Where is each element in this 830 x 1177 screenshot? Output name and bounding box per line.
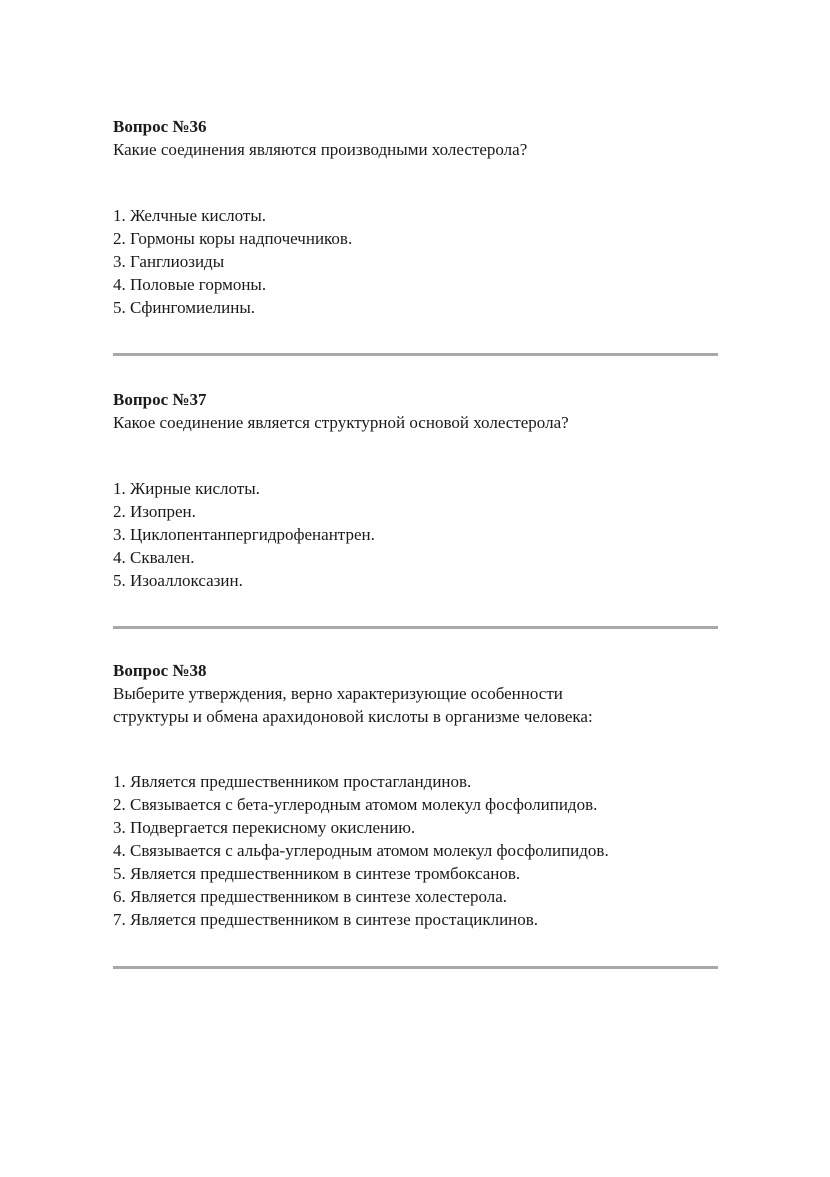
answer-option: 1. Является предшественником простагландинов. bbox=[113, 772, 472, 791]
divider bbox=[113, 353, 718, 356]
answer-option: 7. Является предшественником в синтезе простациклинов. bbox=[113, 910, 539, 929]
answer-option: 5. Сфингомиелины. bbox=[113, 298, 256, 317]
answer-option: 4. Связывается с альфа-углеродным атомом молекул фосфолипидов. bbox=[113, 841, 609, 860]
answer-option: 5. Является предшественником в синтезе тромбоксанов. bbox=[113, 864, 521, 883]
answer-option: 4. Половые гормоны. bbox=[113, 275, 267, 294]
question-text-line: структуры и обмена арахидоновой кислоты в организме человека: bbox=[113, 707, 593, 726]
answer-option: 6. Является предшественником в синтезе холестерола. bbox=[113, 887, 508, 906]
question-text: Какие соединения являются производными холестерола? bbox=[113, 140, 528, 159]
question-title: Вопрос №37 bbox=[113, 390, 207, 409]
answer-option: 4. Сквален. bbox=[113, 548, 195, 567]
answer-option: 1. Жирные кислоты. bbox=[113, 479, 260, 498]
answer-options bbox=[113, 204, 352, 319]
answer-option: 2. Гормоны коры надпочечников. bbox=[113, 229, 353, 248]
answer-option: 2. Связывается с бета-углеродным атомом молекул фосфолипидов. bbox=[113, 795, 598, 814]
question-title: Вопрос №38 bbox=[113, 661, 207, 680]
answer-option: 3. Подвергается перекисному окислению. bbox=[113, 818, 416, 837]
question-text: Какое соединение является структурной основой холестерола? bbox=[113, 413, 569, 432]
answer-options bbox=[113, 477, 375, 592]
divider bbox=[113, 966, 718, 969]
question-37 bbox=[113, 388, 723, 590]
answer-option: 2. Изопрен. bbox=[113, 502, 196, 521]
divider bbox=[113, 626, 718, 629]
answer-options bbox=[113, 770, 609, 931]
question-38 bbox=[113, 659, 723, 929]
answer-option: 5. Изоаллоксазин. bbox=[113, 571, 243, 590]
question-36 bbox=[113, 115, 723, 317]
answer-option: 3. Ганглиозиды bbox=[113, 252, 225, 271]
answer-option: 3. Циклопентанпергидрофенантрен. bbox=[113, 525, 375, 544]
question-title: Вопрос №36 bbox=[113, 117, 207, 136]
question-text-line: Выберите утверждения, верно характеризующие особенности bbox=[113, 684, 563, 703]
answer-option: 1. Желчные кислоты. bbox=[113, 206, 267, 225]
